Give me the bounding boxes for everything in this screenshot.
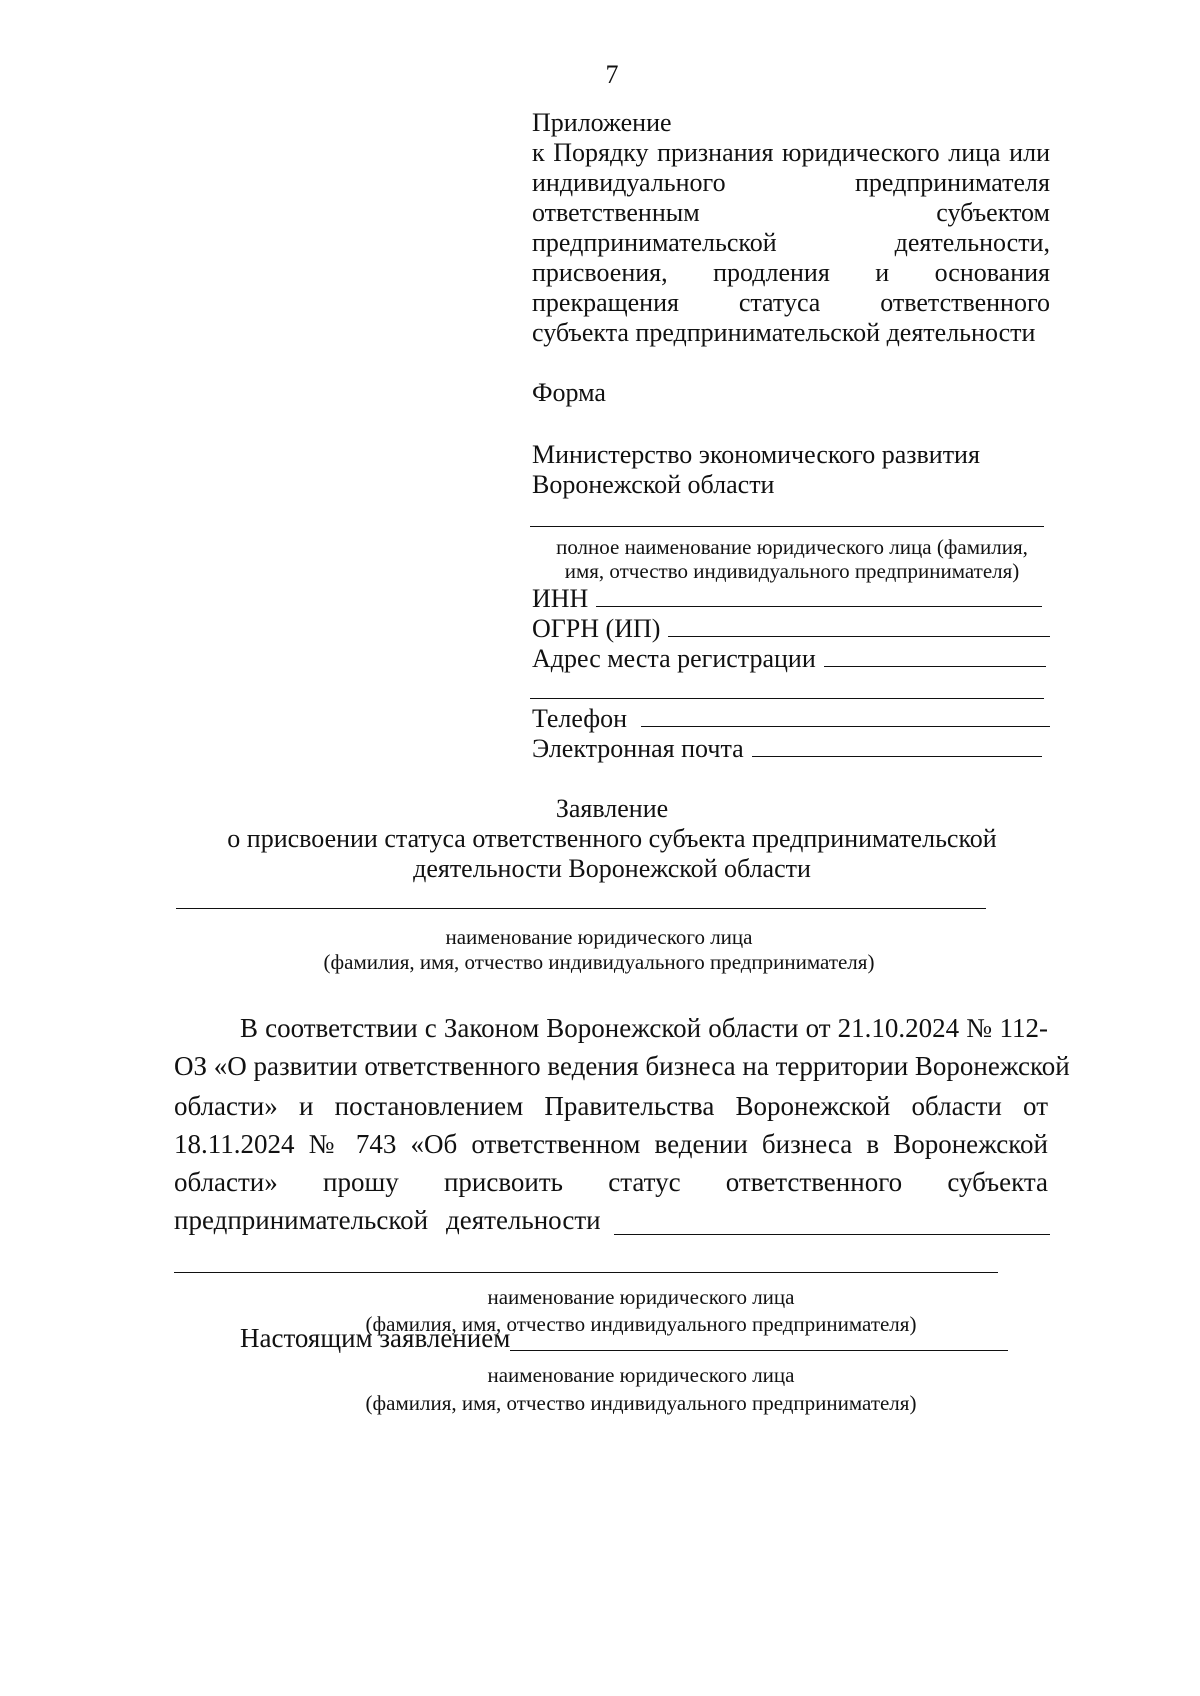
caption2-line2: (фамилия, имя, отчество индивидуального предпринимателя) bbox=[365, 1312, 917, 1336]
caption3-line2: (фамилия, имя, отчество индивидуального предпринимателя) bbox=[365, 1391, 917, 1415]
appendix-line: присвоения, продления и основания bbox=[532, 258, 1050, 287]
body-line: области» прошу присвоить статус ответственного субъекта bbox=[174, 1167, 1048, 1197]
email-input[interactable] bbox=[752, 734, 1042, 757]
applicant-name-blank-5[interactable] bbox=[510, 1350, 1008, 1351]
form-label: Форма bbox=[532, 378, 606, 407]
ogrn-input[interactable] bbox=[668, 614, 1050, 637]
appendix-line: предпринимательской деятельности, bbox=[532, 228, 1050, 257]
appendix-line: ответственным субъектом bbox=[532, 198, 1050, 227]
applicant-name-blank-3[interactable] bbox=[614, 1234, 1050, 1235]
appendix-line: индивидуального предпринимателя bbox=[532, 168, 1050, 197]
caption3-line1: наименование юридического лица bbox=[487, 1363, 795, 1387]
address-label: Адрес места регистрации bbox=[532, 644, 816, 673]
applicant-caption-line1: полное наименование юридического лица (фамилия, bbox=[556, 535, 1028, 559]
address-field bbox=[532, 644, 1046, 674]
body-line: деятельности bbox=[446, 1205, 601, 1235]
body-line: 18.11.2024 № 743 «Об ответственном ведении бизнеса в Воронежской bbox=[174, 1129, 1048, 1159]
address-continuation-blank[interactable] bbox=[530, 698, 1044, 699]
inn-input[interactable] bbox=[596, 584, 1042, 607]
body-line: ОЗ «О развитии ответственного ведения бизнеса на территории Воронежской bbox=[174, 1051, 1070, 1081]
phone-label: Телефон bbox=[532, 704, 628, 733]
appendix-line: субъекта предпринимательской деятельности bbox=[532, 318, 1036, 347]
declaration-text: Настоящим заявлением bbox=[240, 1323, 511, 1353]
body-line: В соответствии с Законом Воронежской области от 21.10.2024 № 112- bbox=[240, 1013, 1048, 1043]
statement-subtitle-line2: деятельности Воронежской области bbox=[413, 854, 811, 883]
appendix-title: Приложение bbox=[532, 108, 672, 137]
body-line: области» и постановлением Правительства Воронежской области от bbox=[174, 1091, 1048, 1121]
applicant-name-blank-4[interactable] bbox=[174, 1272, 998, 1273]
body-line: предпринимательской bbox=[174, 1205, 429, 1235]
addressee-line1: Министерство экономического развития bbox=[532, 440, 980, 469]
caption1-line1: наименование юридического лица bbox=[445, 925, 753, 949]
appendix-line: к Порядку признания юридического лица или bbox=[532, 138, 1050, 167]
ogrn-field bbox=[532, 614, 1050, 644]
ogrn-label: ОГРН (ИП) bbox=[532, 614, 661, 643]
email-label: Электронная почта bbox=[532, 734, 744, 763]
applicant-caption-line2: имя, отчество индивидуального предпринимателя) bbox=[564, 559, 1020, 583]
email-field bbox=[532, 734, 1042, 764]
applicant-name-blank[interactable] bbox=[530, 526, 1044, 527]
address-input[interactable] bbox=[824, 644, 1046, 667]
inn-label: ИНН bbox=[532, 584, 589, 613]
caption1-line2: (фамилия, имя, отчество индивидуального предпринимателя) bbox=[323, 950, 875, 974]
inn-field bbox=[532, 584, 1042, 614]
page-number: 7 bbox=[605, 60, 619, 89]
applicant-name-blank-2[interactable] bbox=[176, 908, 986, 909]
appendix-line: прекращения статуса ответственного bbox=[532, 288, 1050, 317]
addressee-line2: Воронежской области bbox=[532, 470, 775, 499]
phone-field bbox=[532, 704, 1050, 734]
statement-title: Заявление bbox=[555, 794, 669, 823]
statement-subtitle-line1: о присвоении статуса ответственного субъекта предпринимательской bbox=[227, 824, 997, 853]
caption2-line1: наименование юридического лица bbox=[487, 1285, 795, 1309]
phone-input[interactable] bbox=[641, 704, 1050, 727]
